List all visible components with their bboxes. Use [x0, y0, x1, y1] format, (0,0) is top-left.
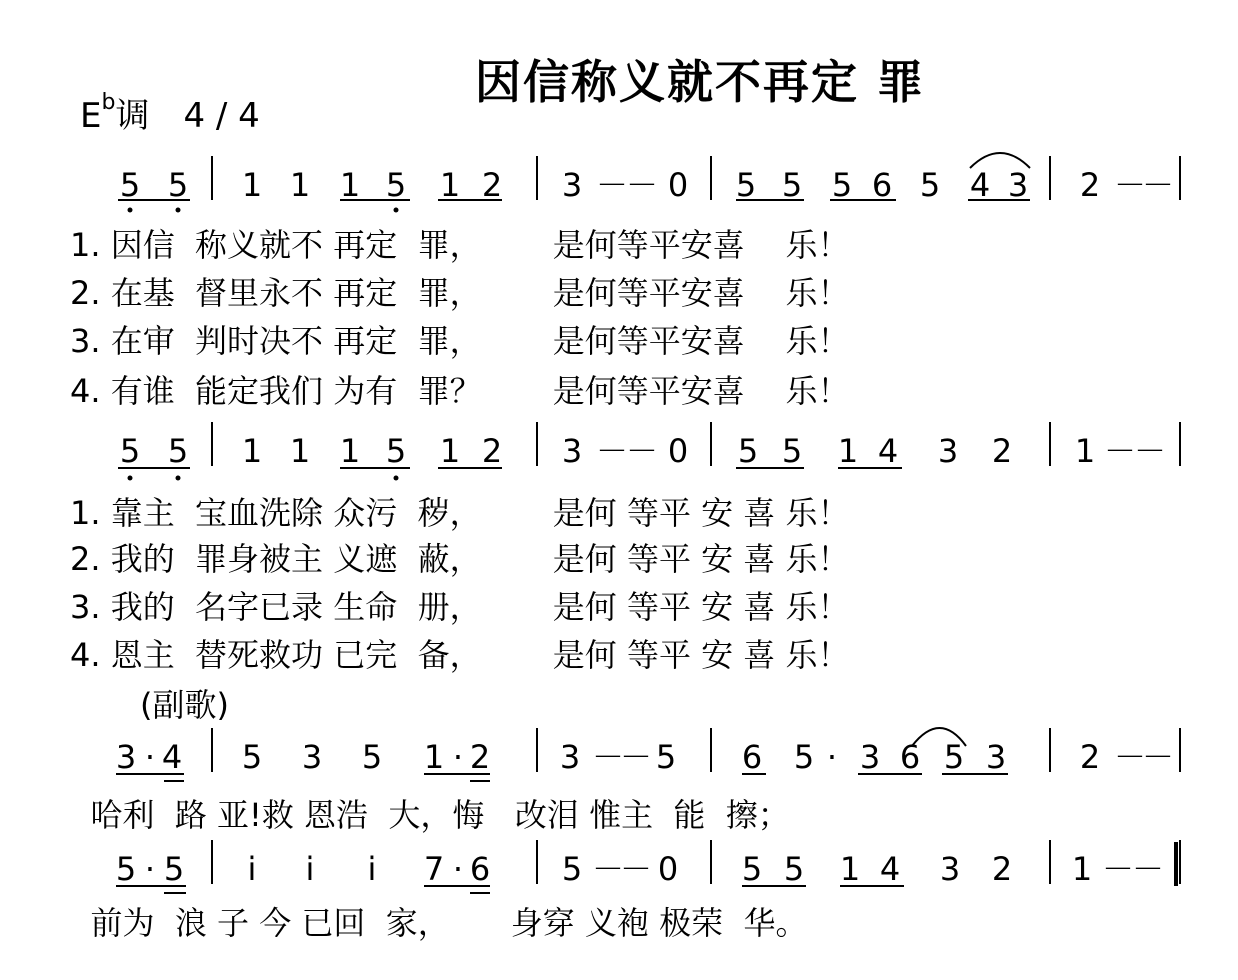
note: 5 [655, 738, 677, 776]
note: 4 [161, 738, 183, 776]
notation-line-3 [116, 728, 1180, 776]
note: 2 [1079, 738, 1101, 776]
note: 5 [783, 850, 805, 888]
note: － [1101, 850, 1135, 888]
chorus-line1: 哈利 路 亚!救 恩浩 大，悔 改泪 惟主 能 擦； [60, 796, 790, 834]
note: 5 [163, 850, 185, 888]
note: 1 [1074, 432, 1096, 470]
chorus-label: (副歌) [140, 686, 229, 724]
note: 1 [241, 166, 263, 204]
note: i [367, 850, 377, 888]
note: 1 [1071, 850, 1093, 888]
note: 5 [167, 166, 189, 204]
note: 4 [879, 850, 901, 888]
note: 0 [657, 850, 679, 888]
note: 2 [469, 738, 491, 776]
note: 3 [939, 850, 961, 888]
note: － [1141, 166, 1175, 204]
note: 0 [667, 166, 689, 204]
note: 4 [877, 432, 899, 470]
note: 1 [289, 166, 311, 204]
note: 3 [301, 738, 323, 776]
note: 5 [385, 432, 407, 470]
note: 3 [985, 738, 1007, 776]
note: 1 [423, 738, 445, 776]
note: 6 [871, 166, 893, 204]
note: 1 [241, 432, 263, 470]
note: i [305, 850, 315, 888]
note: 1 [289, 432, 311, 470]
note: 4 [969, 166, 991, 204]
note: － [1131, 850, 1165, 888]
note: 6 [469, 850, 491, 888]
flat-symbol: b [101, 89, 116, 115]
key-letter: E [80, 96, 102, 136]
note: － [1103, 432, 1137, 470]
key-suffix: 调 [115, 96, 150, 136]
notation-line-4 [116, 840, 1180, 888]
note: 1 [439, 432, 461, 470]
note: 3 [561, 432, 583, 470]
song-title: 因信称义就不再定 罪 [475, 55, 926, 109]
note: － [1113, 738, 1147, 776]
note: 3 [937, 432, 959, 470]
note: － [595, 432, 629, 470]
note: 5 [385, 166, 407, 204]
note: 5 [741, 850, 763, 888]
note: 6 [899, 738, 921, 776]
note: 5 [831, 166, 853, 204]
note: － [625, 166, 659, 204]
note: 2 [991, 850, 1013, 888]
note: 1 [339, 432, 361, 470]
note: － [591, 738, 625, 776]
note: 5 [781, 166, 803, 204]
verse1-line4: 4. 有谁 能定我们 为有 罪？ 是何等平安喜 乐！ [70, 372, 850, 410]
verse1-line2: 2. 在基 督里永不 再定 罪， 是何等平安喜 乐！ [70, 274, 850, 312]
note: 0 [667, 432, 689, 470]
verse2-line2: 2. 我的 罪身被主 义遮 蔽， 是何 等平 安 喜 乐！ [70, 540, 850, 578]
note: 6 [741, 738, 763, 776]
notation-line-2 [120, 422, 1180, 470]
note: 5 [361, 738, 383, 776]
verse1-line1: 1. 因信 称义就不 再定 罪， 是何等平安喜 乐！ [70, 226, 850, 264]
note: 7 [423, 850, 445, 888]
note: － [1113, 166, 1147, 204]
notation-line-1 [120, 156, 1180, 204]
note: － [595, 166, 629, 204]
note: · [452, 738, 464, 776]
note: 5 [793, 738, 815, 776]
note: 3 [859, 738, 881, 776]
note: 1 [339, 166, 361, 204]
note: 5 [781, 432, 803, 470]
note: 1 [439, 166, 461, 204]
note: 5 [561, 850, 583, 888]
note: i [247, 850, 257, 888]
note: 3 [561, 166, 583, 204]
note: 3 [1007, 166, 1029, 204]
note: 5 [119, 432, 141, 470]
note: － [625, 432, 659, 470]
note: 5 [943, 738, 965, 776]
note: · [144, 738, 156, 776]
note: 5 [735, 166, 757, 204]
note: 2 [1079, 166, 1101, 204]
note: － [1133, 432, 1167, 470]
note: 5 [241, 738, 263, 776]
note: － [591, 850, 625, 888]
note: 5 [737, 432, 759, 470]
note: 5 [119, 166, 141, 204]
verse2-line1: 1. 靠主 宝血洗除 众污 秽， 是何 等平 安 喜 乐！ [70, 494, 850, 532]
note: 5 [115, 850, 137, 888]
note: 1 [837, 432, 859, 470]
note: 5 [919, 166, 941, 204]
chorus-line2: 前为 浪 子 今 已回 家， 身穿 义袍 极荣 华。 [60, 904, 808, 942]
note: 1 [839, 850, 861, 888]
note: － [1141, 738, 1175, 776]
note: · [452, 850, 464, 888]
note: 3 [559, 738, 581, 776]
note: － [619, 850, 653, 888]
note: 2 [991, 432, 1013, 470]
note: 2 [481, 166, 503, 204]
verse2-line4: 4. 恩主 替死救功 已完 备， 是何 等平 安 喜 乐！ [70, 636, 850, 674]
verse1-line3: 3. 在审 判时决不 再定 罪， 是何等平安喜 乐！ [70, 322, 850, 360]
note: － [619, 738, 653, 776]
note: 3 [115, 738, 137, 776]
verse2-line3: 3. 我的 名字已录 生命 册， 是何 等平 安 喜 乐！ [70, 588, 850, 626]
time-signature: 4 / 4 [183, 96, 260, 136]
note: 5 [167, 432, 189, 470]
note: · [826, 738, 838, 776]
note: 2 [481, 432, 503, 470]
note: · [144, 850, 156, 888]
